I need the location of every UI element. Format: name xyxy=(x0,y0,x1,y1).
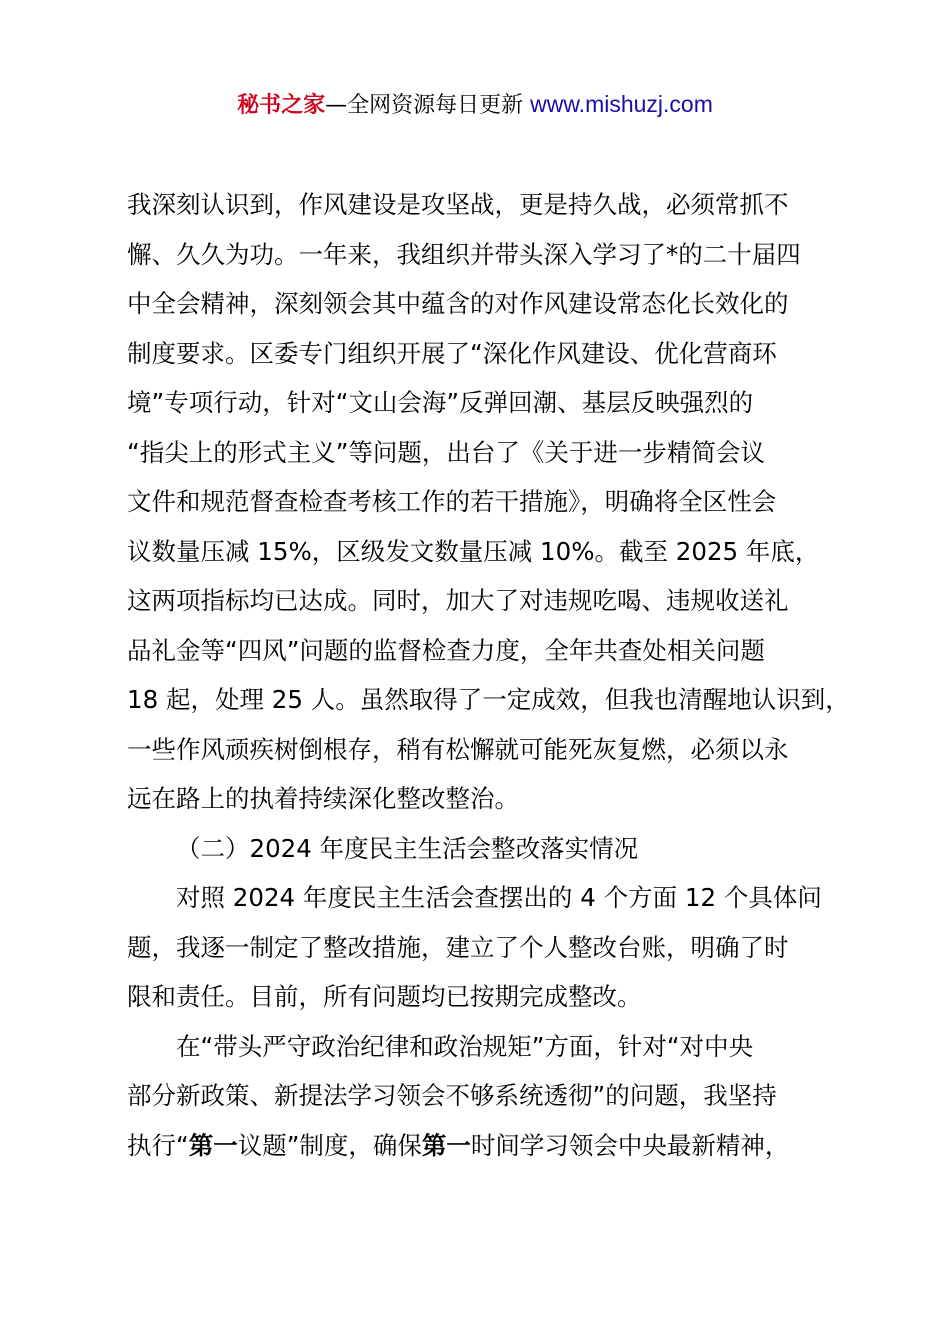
paragraph-line: 对照 2024 年度民主生活会查摆出的 4 个方面 12 个具体问 xyxy=(176,883,822,912)
paragraph-line: 制度要求。区委专门组织开展了“深化作风建设、优化营商环 xyxy=(127,338,777,368)
paragraph-line: 这两项指标均已达成。同时，加大了对违规吃喝、违规收送礼 xyxy=(127,586,789,615)
emphasis-text: 第一 xyxy=(421,1130,471,1160)
emphasis-text: 第一 xyxy=(188,1130,238,1160)
paragraph-line: 18 起，处理 25 人。虽然取得了一定成效，但我也清醒地认识到， xyxy=(127,685,850,714)
brand-name: 秘书之家 xyxy=(237,93,326,118)
paragraph-line: 限和责任。目前，所有问题均已按期完成整改。 xyxy=(127,982,642,1011)
text-segment: 时间学习领会中央最新精神， xyxy=(470,1130,790,1160)
text-segment: 执行“ xyxy=(127,1130,189,1160)
paragraph-line: 文件和规范督查检查考核工作的若干措施》，明确将全区性会 xyxy=(127,487,777,516)
paragraph-line: 远在路上的执着持续深化整改整治。 xyxy=(127,784,519,813)
paragraph-line: 在“带头严守政治纪律和政治规矩”方面，针对“对中央 xyxy=(176,1031,754,1061)
paragraph-line: 懈、久久为功。一年来，我组织并带头深入学习了*的二十届四 xyxy=(127,239,801,269)
header-tagline: —全网资源每日更新 xyxy=(325,93,531,118)
text-segment: 议题”制度，确保 xyxy=(237,1130,422,1160)
page-header xyxy=(0,88,950,122)
paragraph-line: 我深刻认识到，作风建设是攻坚战，更是持久战，必须常抓不 xyxy=(127,190,789,219)
paragraph-line: 题，我逐一制定了整改措施，建立了个人整改台账，明确了时 xyxy=(127,932,789,962)
document-body xyxy=(127,180,850,1170)
paragraph-line: 境”专项行动，针对“文山会海”反弹回潮、基层反映强烈的 xyxy=(127,388,754,417)
paragraph-line: “指尖上的形式主义”等问题，出台了《关于进一步精简会议 xyxy=(127,437,765,467)
paragraph-line: 中全会精神，深刻领会其中蕴含的对作风建设常态化长效化的 xyxy=(127,289,789,318)
paragraph-line: 一些作风顽疾树倒根存，稍有松懈就可能死灰复燃，必须以永 xyxy=(127,734,789,764)
site-url-link[interactable]: www.mishuzj.com xyxy=(530,91,713,117)
paragraph-line: 部分新政策、新提法学习领会不够系统透彻”的问题，我坚持 xyxy=(127,1081,777,1110)
section-heading: （二）2024 年度民主生活会整改落实情况 xyxy=(176,833,639,863)
paragraph-line-with-emphasis xyxy=(127,1121,839,1171)
paragraph-line: 品礼金等“四风”问题的监督检查力度，全年共查处相关问题 xyxy=(127,635,765,665)
paragraph-line: 议数量压减 15%，区级发文数量压减 10%。截至 2025 年底， xyxy=(127,536,820,566)
